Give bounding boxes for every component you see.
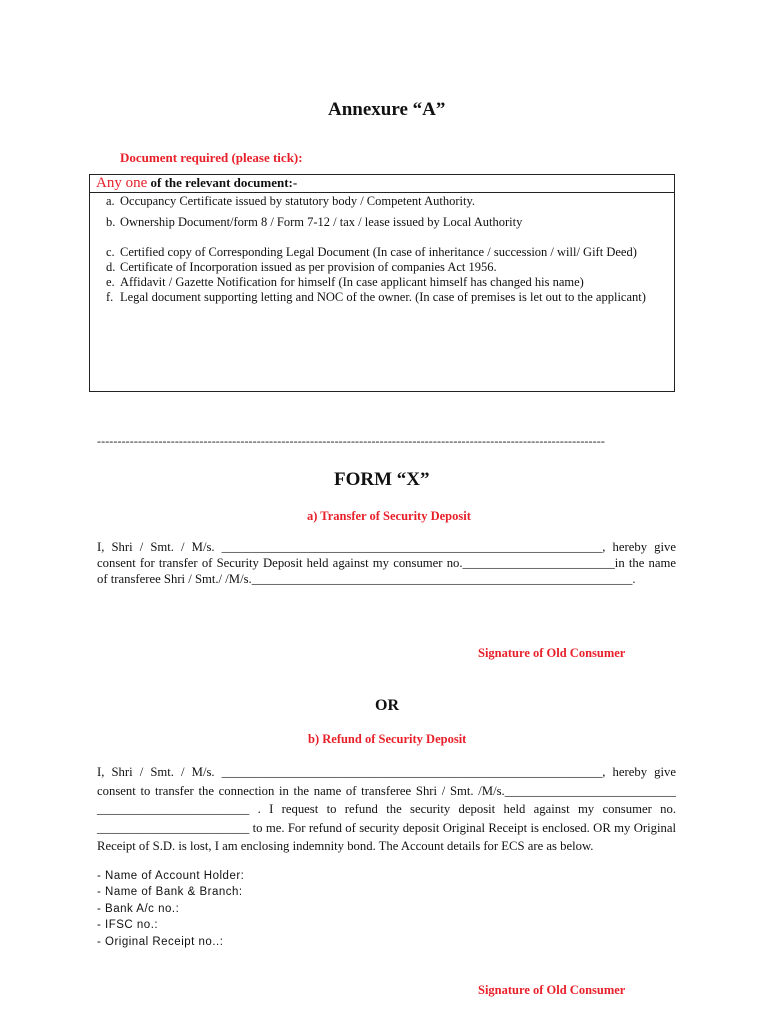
list-item: - Name of Account Holder: bbox=[97, 870, 245, 882]
list-item: c. Certified copy of Corresponding Legal Document (In case of inheritance / succession / will/ Gift Deed) bbox=[106, 245, 637, 259]
list-item: d. Certificate of Incorporation issued as per provision of companies Act 1956. bbox=[106, 260, 497, 274]
or-label: OR bbox=[375, 697, 399, 714]
document-box bbox=[89, 174, 675, 392]
dashed-separator: ---------------------------------------------------------------------------------------------------------------------------- bbox=[97, 434, 605, 448]
list-item: - Original Receipt no..: bbox=[97, 935, 224, 948]
list-item: e. Affidavit / Gazette Notification for himself (In case applicant himself has changed his name) bbox=[106, 275, 584, 289]
refund-heading: b) Refund of Security Deposit bbox=[308, 732, 467, 746]
document-list bbox=[90, 193, 674, 305]
list-item: - IFSC no.: bbox=[97, 919, 159, 932]
list-item: - Name of Bank & Branch: bbox=[97, 886, 243, 899]
transfer-heading: a) Transfer of Security Deposit bbox=[307, 509, 471, 523]
list-item: f. Legal document supporting letting and NOC of the owner. (In case of premises is let out to the applicant) bbox=[106, 290, 646, 304]
signature-old-consumer: Signature of Old Consumer bbox=[478, 983, 626, 997]
document-required-label: Document required (please tick): bbox=[120, 150, 303, 165]
account-details-list bbox=[97, 868, 244, 950]
heading-rest: of the relevant document:- bbox=[150, 175, 298, 190]
signature-old-consumer: Signature of Old Consumer bbox=[478, 646, 626, 660]
document-box-heading bbox=[90, 175, 674, 193]
list-item: b. Ownership Document/form 8 / Form 7-12 / tax / lease issued by Local Authority bbox=[106, 215, 523, 229]
form-title: FORM “X” bbox=[334, 469, 430, 490]
transfer-paragraph: I, Shri / Smt. / M/s. ____________________________________________________________, hereby give consent for transfer of Security Deposit held against my consumer no.________________________in the name of transferee Shri / Smt./ /M/s.____________________________________________________________. bbox=[97, 540, 676, 586]
annexure-title: Annexure “A” bbox=[328, 99, 446, 120]
list-item: - Bank A/c no.: bbox=[97, 902, 180, 915]
list-item: a. Occupancy Certificate issued by statutory body / Competent Authority. bbox=[106, 194, 476, 208]
refund-paragraph: I, Shri / Smt. / M/s. ____________________________________________________________, hereby give consent to transfer the connection in the name of transferee Shri / Smt. /M/s.___________________________ ________________________ . I request to refund the security deposit held against my consumer no. ________________________ to me. For refund of security deposit Original Receipt is enclosed. OR my Original Receipt of S.D. is lost, I am enclosing indemnity bond. The Account details for ECS are as below. bbox=[97, 765, 676, 853]
any-one-highlight: Any one bbox=[96, 175, 148, 191]
